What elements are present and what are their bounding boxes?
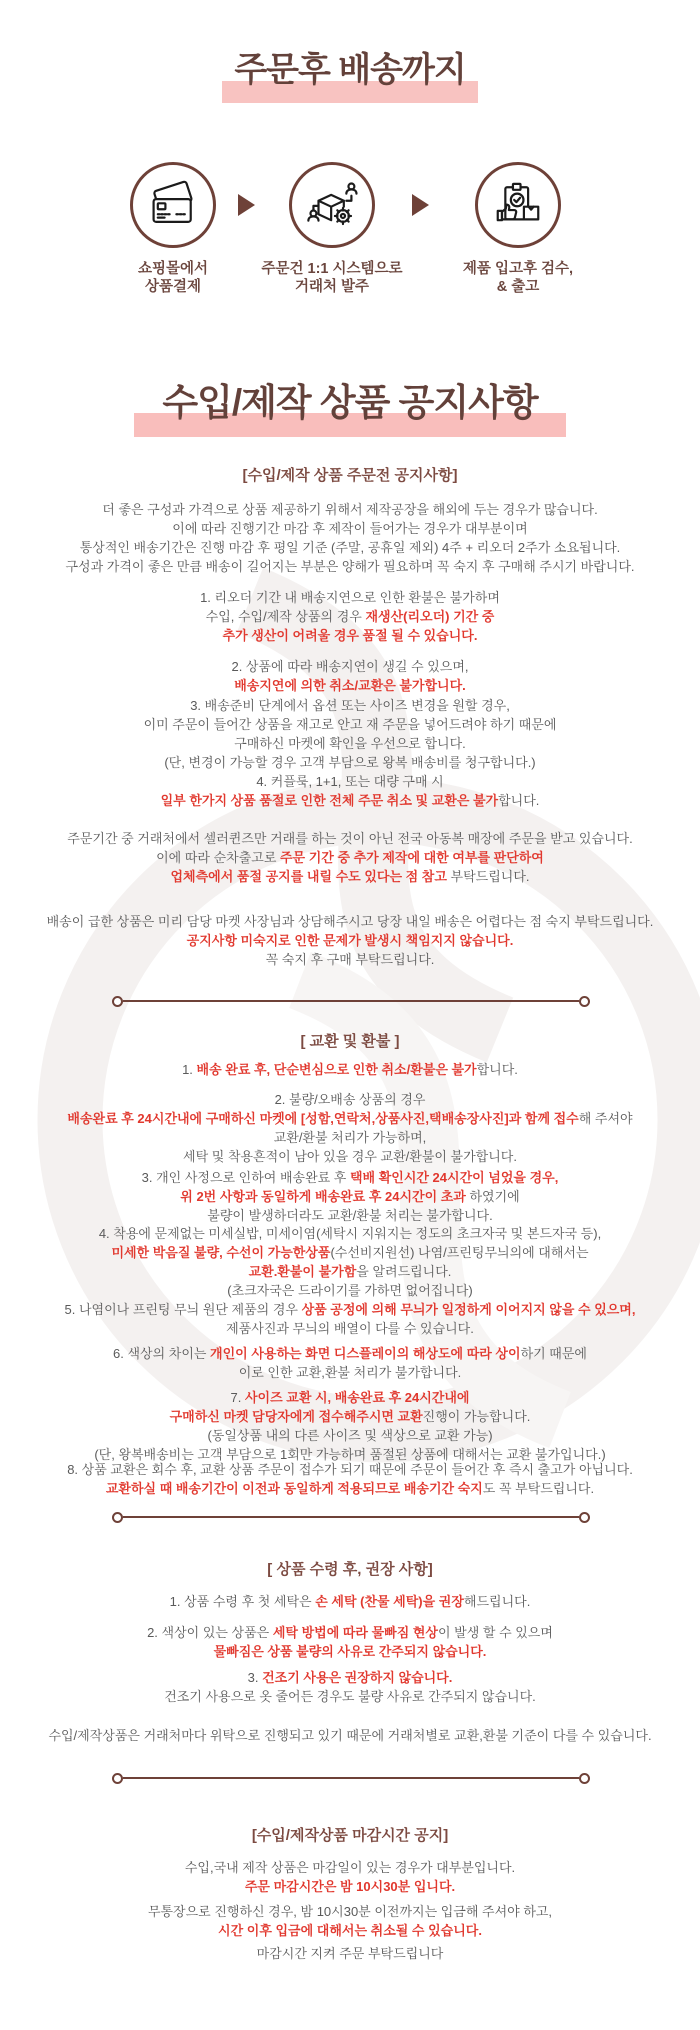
heading-deadline-notice: [수입/제작상품 마감시간 공지]	[251, 1827, 449, 1844]
divider-line	[123, 1777, 579, 1780]
title-import-production-notice	[0, 372, 700, 437]
pre-order-item-3: 3. 배송준비 단계에서 옵션 또는 사이즈 변경을 원할 경우, 이미 주문이 들어간 상품을 재고로 안고 재 주문을 넣어드려야 하기 때문에 구매하신 마켓에 확인을 우선으로 합니다. (단, 변경이 가능할 경우 고객 부담으로 왕복 배송비를 청구합니다.)	[143, 698, 557, 770]
step-label-payment: 쇼핑몰에서 상품결제	[137, 261, 209, 295]
pre-order-paragraph-1: 더 좋은 구성과 가격으로 상품 제공하기 위해서 제작공장을 해외에 두는 경우가 많습니다. 이에 따라 진행기간 마감 후 제작이 들어가는 경우가 대부분이며 통상적인 배송기간은 진행 마감 후 평일 기준 (주말, 공휴일 제외) 4주 + 리오더 2주가 소요됩니다. 구성과 가격이 좋은 만큼 배송이 길어지는 부분은 양해가 필요하며 꼭 숙지 후 구매해 주시기 바랍니다.	[65, 502, 635, 574]
care-item-3: 3. 건조기 사용은 권장하지 않습니다. 건조기 사용으로 옷 줄어든 경우도 불량 사유로 간주되지 않습니다.	[164, 1670, 536, 1704]
refund-item-2: 2. 불량/오배송 상품의 경우 배송완료 후 24시간내에 구매하신 마켓에 [성함,연락처,상품사진,택배송장사진]과 함께 접수해 주셔야 교환/환불 처리가 가능하며, 세탁 및 착용흔적이 남아 있을 경우 교환/환불이 불가합니다.	[67, 1092, 633, 1164]
care-item-2: 2. 색상이 있는 상품은 세탁 방법에 따라 물빠짐 현상이 발생 할 수 있으며 물빠짐은 상품 불량의 사유로 간주되지 않습니다.	[147, 1625, 553, 1659]
heading-care-recommendation: [ 상품 수령 후, 권장 사항]	[267, 1561, 433, 1578]
heading-pre-order-notice: [수입/제작 상품 주문전 공지사항]	[242, 467, 458, 484]
divider-dot-right	[579, 996, 590, 1007]
deadline-paragraph-1: 수입,국내 제작 상품은 마감일이 있는 경우가 대부분입니다. 주문 마감시간은 밤 10시30분 입니다.	[184, 1860, 516, 1894]
pre-order-paragraph-3: 배송이 급한 상품은 미리 담당 마켓 사장님과 상담해주시고 당장 내일 배송은 어렵다는 점 숙지 부탁드립니다. 공지사항 미숙지로 인한 문제가 발생시 책임지지 않습니다. 꼭 숙지 후 구매 부탁드립니다.	[46, 914, 654, 967]
title-import-production-notice-text: 수입/제작 상품 공지사항	[134, 372, 565, 437]
divider-dot-left	[112, 1773, 123, 1784]
refund-item-3: 3. 개인 사정으로 인하여 배송완료 후 택배 확인시간 24시간이 넘었을 경우, 위 2번 사항과 동일하게 배송완료 후 24시간이 초과 하였기에 불량이 발생하더라도 교환/환불 처리는 불가합니다.	[141, 1170, 559, 1223]
pre-order-item-4: 4. 커플룩, 1+1, 또는 대량 구매 시 일부 한가지 상품 품절로 인한 전체 주문 취소 및 교환은 불가합니다.	[160, 774, 540, 808]
step-circle-inspection	[475, 162, 561, 248]
step-label-order-system: 주문건 1:1 시스템으로 거래처 발주	[261, 261, 403, 295]
step-circle-order-system	[289, 162, 375, 248]
step-label-inspection: 제품 입고후 검수, & 출고	[462, 261, 574, 295]
deadline-paragraph-2: 무통장으로 진행하신 경우, 밤 10시30분 이전까지는 입금해 주셔야 하고, 시간 이후 입금에 대해서는 취소될 수 있습니다.	[147, 1904, 553, 1938]
arrow-right-icon	[412, 194, 429, 216]
refund-item-5: 5. 나염이나 프린팅 무늬 원단 제품의 경우 상품 공정에 의해 무늬가 일정하게 이어지지 않을 수 있으며, 제품사진과 무늬의 배열이 다를 수 있습니다.	[64, 1302, 636, 1336]
pre-order-item-1: 1. 리오더 기간 내 배송지연으로 인한 환불은 불가하며 수입, 수입/제작 상품의 경우 재생산(리오더) 기간 중 추가 생산이 어려울 경우 품절 될 수 있습니다.	[200, 590, 500, 643]
section-divider	[112, 1773, 590, 1783]
credit-card-icon	[146, 178, 200, 232]
refund-item-4: 4. 착용에 문제없는 미세실밥, 미세이염(세탁시 지워지는 정도의 초크자국 및 본드자국 등), 미세한 박음질 불량, 수선이 가능한상품(수선비지원선) 나염/프린팅무늬의에 대해서는 교환.환불이 불가함을 알려드립니다. (초크자국은 드라이기를 가하면 없어집니다)	[98, 1226, 602, 1298]
divider-line	[123, 1000, 579, 1003]
section-divider	[112, 1512, 590, 1522]
refund-item-8: 8. 상품 교환은 회수 후, 교환 상품 주문이 접수가 되기 때문에 주문이 들어간 후 즉시 출고가 아닙니다. 교환하실 때 배송기간이 이전과 동일하게 적용되므로 배송기간 숙지도 꼭 부탁드립니다.	[67, 1462, 633, 1496]
care-item-1: 1. 상품 수령 후 첫 세탁은 손 세탁 (찬물 세탁)을 권장해드립니다.	[169, 1594, 531, 1609]
care-note: 수입/제작상품은 거래처마다 위탁으로 진행되고 있기 때문에 거래처별로 교환,환불 기준이 다를 수 있습니다.	[48, 1728, 652, 1743]
inspection-icon	[491, 178, 545, 232]
refund-item-1: 1. 배송 완료 후, 단순변심으로 인한 취소/환불은 불가합니다.	[182, 1062, 518, 1077]
refund-item-7: 7. 사이즈 교환 시, 배송완료 후 24시간내에 구매하신 마켓 담당자에게 접수해주시면 교환진행이 가능합니다. (동일상품 내의 다른 사이즈 및 색상으로 교환 가능) (단, 왕복배송비는 고객 부담으로 1회만 가능하며 품절된 상품에 대해서는 교환 불가입니다.)	[94, 1390, 606, 1462]
pre-order-item-2: 2. 상품에 따라 배송지연이 생길 수 있으며, 배송지연에 의한 취소/교환은 불가합니다.	[231, 659, 469, 693]
refund-item-6: 6. 색상의 차이는 개인이 사용하는 화면 디스플레이의 해상도에 따라 상이하기 때문에 이로 인한 교환,환불 처리가 불가합니다.	[113, 1346, 587, 1380]
divider-line	[123, 1516, 579, 1519]
pre-order-paragraph-2: 주문기간 중 거래처에서 셀러퀸즈만 거래를 하는 것이 아닌 전국 아동복 매장에 주문을 받고 있습니다. 이에 따라 순차출고로 주문 기간 중 추가 제작에 대한 여부를 판단하여 업체측에서 품절 공지를 내릴 수도 있다는 점 참고 부탁드립니다.	[67, 831, 633, 884]
title-order-to-delivery	[0, 42, 700, 103]
deadline-paragraph-3: 마감시간 지켜 주문 부탁드립니다	[256, 1946, 444, 1961]
divider-dot-right	[579, 1773, 590, 1784]
step-circle-payment	[130, 162, 216, 248]
order-system-icon	[305, 178, 359, 232]
divider-dot-left	[112, 996, 123, 1007]
divider-dot-left	[112, 1512, 123, 1523]
section-divider	[112, 996, 590, 1006]
title-order-to-delivery-text: 주문후 배송까지	[222, 42, 477, 103]
divider-dot-right	[579, 1512, 590, 1523]
heading-exchange-refund: [ 교환 및 환불 ]	[300, 1033, 400, 1050]
arrow-right-icon	[238, 194, 255, 216]
